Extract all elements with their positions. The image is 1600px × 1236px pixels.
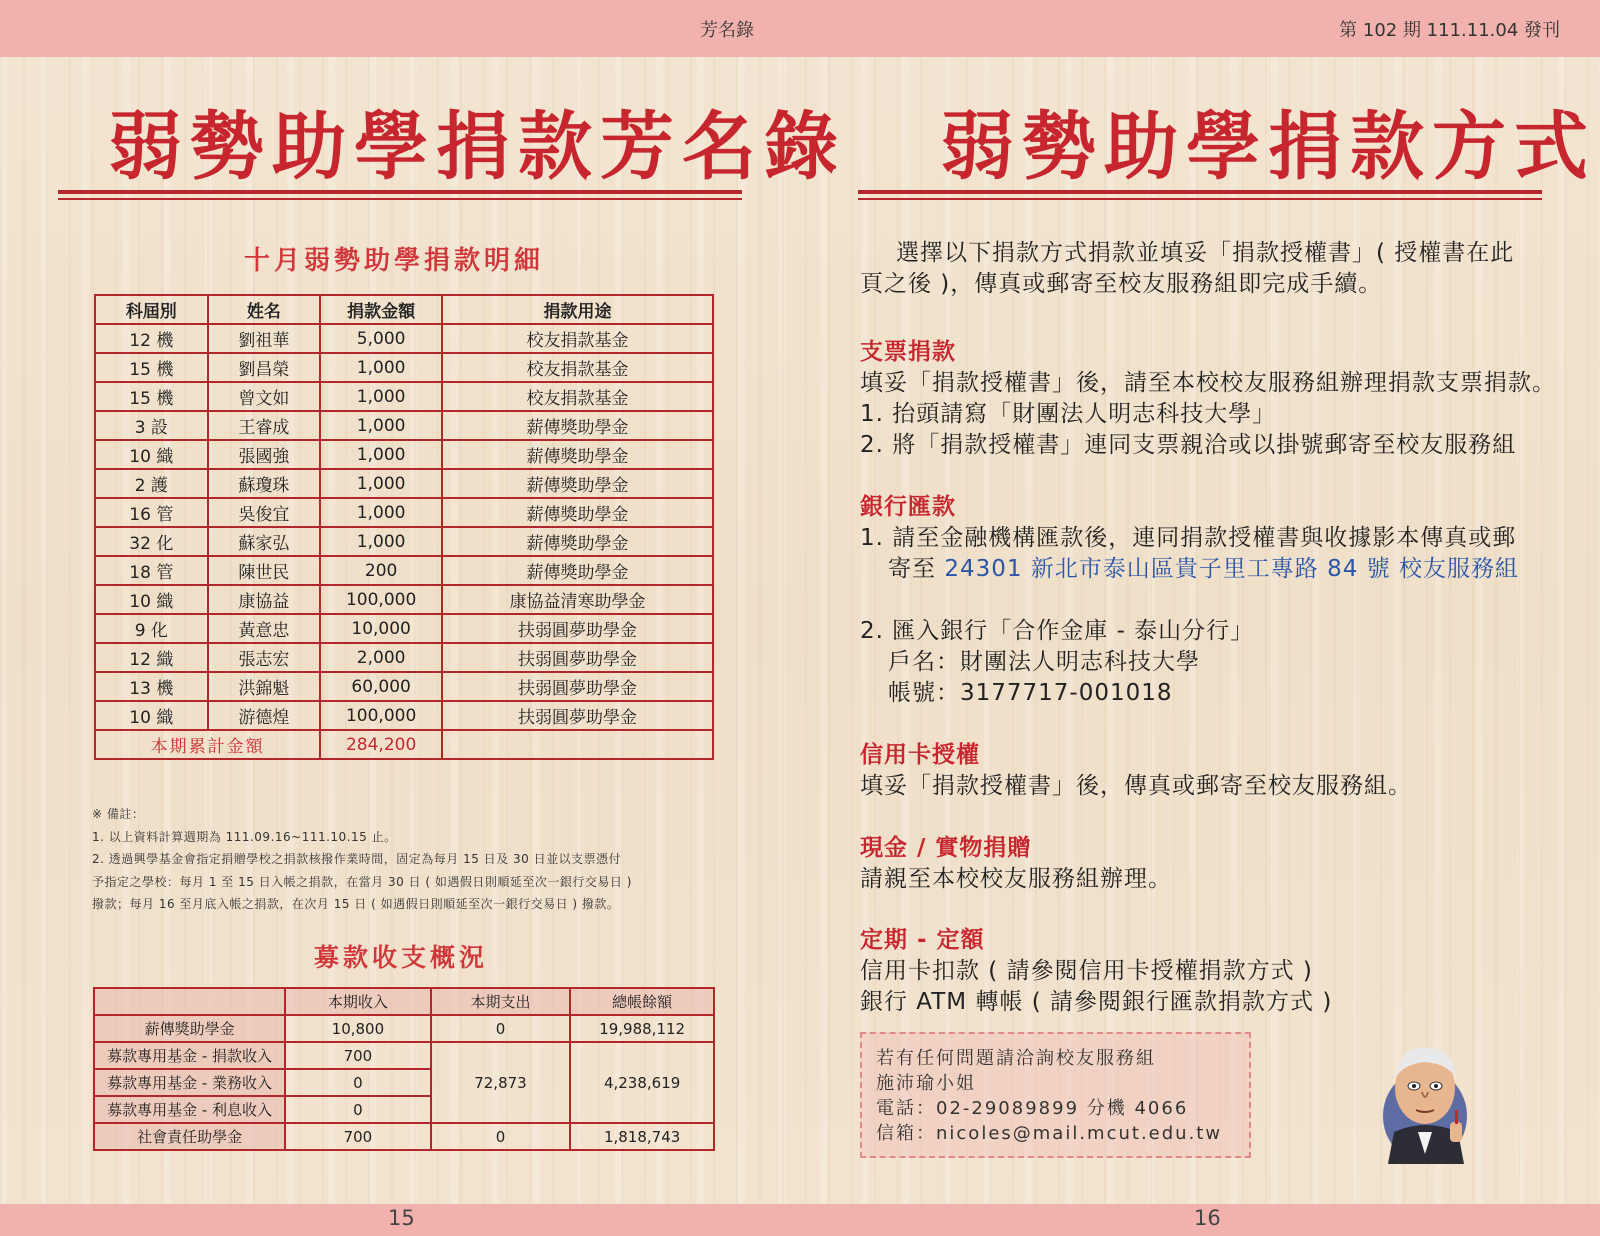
finance-col-header: 本期支出 (431, 988, 571, 1015)
cell-name: 劉昌榮 (208, 353, 321, 382)
table-row (95, 672, 713, 701)
right-page-title: 弱勢助學捐款方式 (940, 104, 1596, 190)
bank-address: 24301 新北市泰山區貴子里工專路 84 號 校友服務組 (944, 556, 1519, 582)
cell-amount: 5,000 (320, 324, 442, 353)
cash-heading: 現金 / 實物捐贈 (860, 835, 1032, 861)
page-number-right: 16 (1194, 1206, 1221, 1230)
finance-expense: 0 (431, 1015, 571, 1042)
credit-heading: 信用卡授權 (860, 742, 980, 768)
cell-class: 15 機 (95, 382, 208, 411)
donation-table-title: 十月弱勢助學捐款明細 (244, 246, 545, 276)
finance-income: 10,800 (285, 1015, 431, 1042)
cell-name: 陳世民 (208, 556, 321, 585)
table-row (95, 701, 713, 730)
left-title-rule (58, 190, 742, 194)
col-header: 捐款金額 (320, 295, 442, 324)
note-line: 2. 透過興學基金會指定捐贈學校之捐款核撥作業時間，固定為每月 15 日及 30 日並以支票憑付 (92, 852, 622, 866)
total-row (95, 730, 713, 759)
table-row (95, 556, 713, 585)
total-empty-cell (442, 730, 713, 759)
finance-header-row (94, 988, 714, 1015)
note-line: 撥款；每月 16 至月底入帳之捐款，在次月 15 日 ( 如遇假日則順延至次一銀行交易日 ) 撥款。 (92, 897, 620, 911)
cell-amount: 60,000 (320, 672, 442, 701)
note-line: 1. 以上資料計算週期為 111.09.16~111.10.15 止。 (92, 829, 397, 844)
cell-amount: 100,000 (320, 701, 442, 730)
cell-class: 15 機 (95, 353, 208, 382)
finance-row-label: 募款專用基金 - 利息收入 (94, 1096, 285, 1123)
cell-name: 洪錦魁 (208, 672, 321, 701)
bank-line: 戶名：財團法人明志科技大學 (888, 649, 1200, 675)
cell-name: 王睿成 (208, 411, 321, 440)
cell-amount: 1,000 (320, 382, 442, 411)
check-line: 填妥「捐款授權書」後，請至本校校友服務組辦理捐款支票捐款。 (860, 370, 1556, 396)
contact-email: 信箱：nicoles@mail.mcut.edu.tw (876, 1123, 1223, 1144)
cell-amount: 1,000 (320, 440, 442, 469)
finance-row-label: 社會責任助學金 (94, 1123, 285, 1150)
table-row (95, 324, 713, 353)
finance-title: 募款收支概況 (314, 943, 489, 972)
table-row (94, 1042, 714, 1069)
cell-purpose: 薪傳獎助學金 (442, 527, 713, 556)
bank-address-line (888, 550, 1519, 583)
finance-col-header: 本期收入 (285, 988, 431, 1015)
cell-name: 黃意忠 (208, 614, 321, 643)
finance-income: 0 (285, 1069, 431, 1096)
cell-amount: 200 (320, 556, 442, 585)
finance-income: 0 (285, 1096, 431, 1123)
bank-line: 1. 請至金融機構匯款後，連同捐款授權書與收據影本傳真或郵 (860, 525, 1517, 551)
cell-purpose: 校友捐款基金 (442, 324, 713, 353)
total-value: 284,200 (320, 730, 442, 759)
cell-amount: 1,000 (320, 527, 442, 556)
cell-name: 游德煌 (208, 701, 321, 730)
finance-col-header (94, 988, 285, 1015)
cell-class: 2 護 (95, 469, 208, 498)
cell-class: 16 管 (95, 498, 208, 527)
cell-class: 10 織 (95, 585, 208, 614)
finance-balance: 19,988,112 (570, 1015, 714, 1042)
issue-label: 第 102 期 111.11.04 發刊 (1339, 20, 1560, 41)
cell-class: 10 織 (95, 701, 208, 730)
cell-amount: 1,000 (320, 498, 442, 527)
cell-purpose: 扶弱圓夢助學金 (442, 643, 713, 672)
intro-paragraph (860, 238, 1540, 300)
finance-income: 700 (285, 1042, 431, 1069)
finance-balance: 1,818,743 (570, 1123, 714, 1150)
cell-purpose: 扶弱圓夢助學金 (442, 672, 713, 701)
finance-row-label: 薪傳獎助學金 (94, 1015, 285, 1042)
cell-class: 10 織 (95, 440, 208, 469)
contact-box (860, 1032, 1251, 1158)
check-heading: 支票捐款 (860, 339, 956, 365)
cell-purpose: 校友捐款基金 (442, 353, 713, 382)
section-label: 芳名錄 (700, 20, 754, 41)
credit-line: 填妥「捐款授權書」後，傳真或郵寄至校友服務組。 (860, 773, 1412, 799)
left-title-rule-thin (58, 198, 742, 200)
intro-line: 頁之後 )，傳真或郵寄至校友服務組即完成手續。 (860, 271, 1383, 297)
cell-name: 劉祖華 (208, 324, 321, 353)
footer-bar (0, 1204, 1600, 1236)
founder-caricature-icon (1370, 1036, 1480, 1164)
cell-purpose: 薪傳獎助學金 (442, 556, 713, 585)
finance-income: 700 (285, 1123, 431, 1150)
page-number-left: 15 (388, 1206, 415, 1230)
cell-purpose: 扶弱圓夢助學金 (442, 614, 713, 643)
cell-class: 12 織 (95, 643, 208, 672)
table-row (95, 382, 713, 411)
bank-line: 2. 匯入銀行「合作金庫 - 泰山分行」 (860, 618, 1255, 644)
total-label: 本期累計金額 (95, 730, 320, 759)
cell-amount: 1,000 (320, 469, 442, 498)
table-row (95, 469, 713, 498)
table-row (94, 1123, 714, 1150)
cell-purpose: 扶弱圓夢助學金 (442, 701, 713, 730)
cell-class: 12 機 (95, 324, 208, 353)
col-header: 姓名 (208, 295, 321, 324)
right-title-rule (858, 190, 1542, 194)
note-line: ※ 備註： (92, 807, 145, 821)
table-row (95, 643, 713, 672)
cell-purpose: 薪傳獎助學金 (442, 498, 713, 527)
check-line: 2. 將「捐款授權書」連同支票親洽或以掛號郵寄至校友服務組 (860, 432, 1517, 458)
cash-line: 請親至本校校友服務組辦理。 (860, 866, 1172, 892)
cell-name: 蘇瓊珠 (208, 469, 321, 498)
table-row (95, 614, 713, 643)
header-bar (0, 0, 1600, 57)
bank-account: 帳號：3177717-001018 (888, 680, 1173, 706)
finance-row-label: 募款專用基金 - 業務收入 (94, 1069, 285, 1096)
cell-purpose: 薪傳獎助學金 (442, 469, 713, 498)
contact-name: 施沛瑜小姐 (876, 1073, 976, 1094)
cell-name: 蘇家弘 (208, 527, 321, 556)
table-row (95, 411, 713, 440)
note-line: 予指定之學校：每月 1 至 15 日入帳之捐款，在當月 30 日 ( 如遇假日則順延至次一銀行交易日 ) (92, 874, 632, 889)
cell-name: 張國強 (208, 440, 321, 469)
bank-address-prefix: 寄至 (888, 556, 945, 582)
cell-class: 13 機 (95, 672, 208, 701)
table-row (95, 440, 713, 469)
right-title-rule-thin (858, 198, 1542, 200)
finance-col-header: 總帳餘額 (570, 988, 714, 1015)
regular-heading: 定期 - 定額 (860, 927, 985, 953)
cell-class: 3 設 (95, 411, 208, 440)
cell-purpose: 薪傳獎助學金 (442, 440, 713, 469)
table-row (95, 585, 713, 614)
donation-table (94, 294, 714, 760)
cell-name: 曾文如 (208, 382, 321, 411)
contact-line: 若有任何問題請洽詢校友服務組 (876, 1048, 1156, 1069)
finance-row-label: 募款專用基金 - 捐款收入 (94, 1042, 285, 1069)
finance-merged-expense: 72,873 (431, 1042, 571, 1123)
cell-purpose: 康協益清寒助學金 (442, 585, 713, 614)
finance-merged-balance: 4,238,619 (570, 1042, 714, 1123)
contact-phone: 電話：02-29089899 分機 4066 (876, 1098, 1189, 1119)
table-header-row (95, 295, 713, 324)
cell-amount: 10,000 (320, 614, 442, 643)
cell-amount: 1,000 (320, 411, 442, 440)
cell-class: 18 管 (95, 556, 208, 585)
cell-amount: 1,000 (320, 353, 442, 382)
cell-name: 吳俊宜 (208, 498, 321, 527)
table-row (95, 353, 713, 382)
bank-heading: 銀行匯款 (860, 494, 956, 520)
col-header: 捐款用途 (442, 295, 713, 324)
cell-purpose: 薪傳獎助學金 (442, 411, 713, 440)
col-header: 科屆別 (95, 295, 208, 324)
regular-line: 銀行 ATM 轉帳 ( 請參閱銀行匯款捐款方式 ) (860, 989, 1333, 1015)
intro-line: 選擇以下捐款方式捐款並填妥「捐款授權書」( 授權書在此 (896, 240, 1515, 266)
table-row (95, 498, 713, 527)
regular-line: 信用卡扣款 ( 請參閱信用卡授權捐款方式 ) (860, 958, 1313, 984)
cell-class: 9 化 (95, 614, 208, 643)
cell-name: 康協益 (208, 585, 321, 614)
check-line: 1. 抬頭請寫「財團法人明志科技大學」 (860, 401, 1277, 427)
cell-class: 32 化 (95, 527, 208, 556)
table-row (95, 527, 713, 556)
finance-expense: 0 (431, 1123, 571, 1150)
cell-amount: 2,000 (320, 643, 442, 672)
notes-block (92, 803, 632, 916)
cell-amount: 100,000 (320, 585, 442, 614)
cell-name: 張志宏 (208, 643, 321, 672)
finance-table (93, 987, 715, 1151)
table-row (94, 1015, 714, 1042)
left-page-title: 弱勢助學捐款芳名錄 (108, 104, 846, 190)
cell-purpose: 校友捐款基金 (442, 382, 713, 411)
